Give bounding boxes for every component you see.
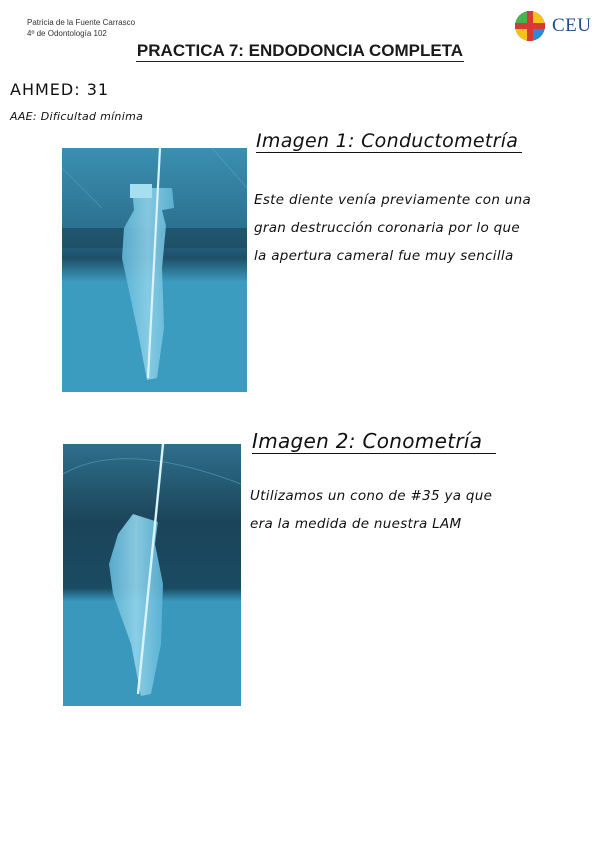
section1-line: gran destrucción coronaria por lo que	[254, 220, 520, 236]
page-title-text: PRACTICA 7: ENDODONCIA COMPLETA	[136, 41, 464, 60]
section2-line: era la medida de nuestra LAM	[250, 516, 462, 532]
xray-image-conometry	[63, 444, 241, 706]
section2-line: Utilizamos un cono de #35 ya que	[250, 488, 493, 504]
section1-text	[254, 186, 531, 270]
xray-image-conductometry	[62, 148, 247, 392]
section1-heading: Imagen 1: Conductometría	[256, 130, 522, 153]
section2-heading: Imagen 2: Conometría	[252, 429, 496, 454]
ceu-logo	[514, 10, 592, 42]
section1-line: la apertura cameral fue muy sencilla	[254, 248, 514, 264]
section2-text	[250, 482, 492, 538]
patient-id: AHMED: 31	[10, 80, 110, 99]
aae-difficulty: AAE: Dificultad mínima	[10, 110, 144, 123]
ceu-logo-icon	[514, 10, 546, 42]
course-name: 4º de Odontología 102	[27, 29, 107, 38]
author-name: Patricia de la Fuente Carrasco	[27, 18, 136, 27]
page-title	[0, 41, 600, 61]
logo-text: CEU	[552, 15, 592, 36]
document-author-block	[27, 17, 135, 39]
section1-line: Este diente venía previamente con una	[254, 192, 532, 208]
